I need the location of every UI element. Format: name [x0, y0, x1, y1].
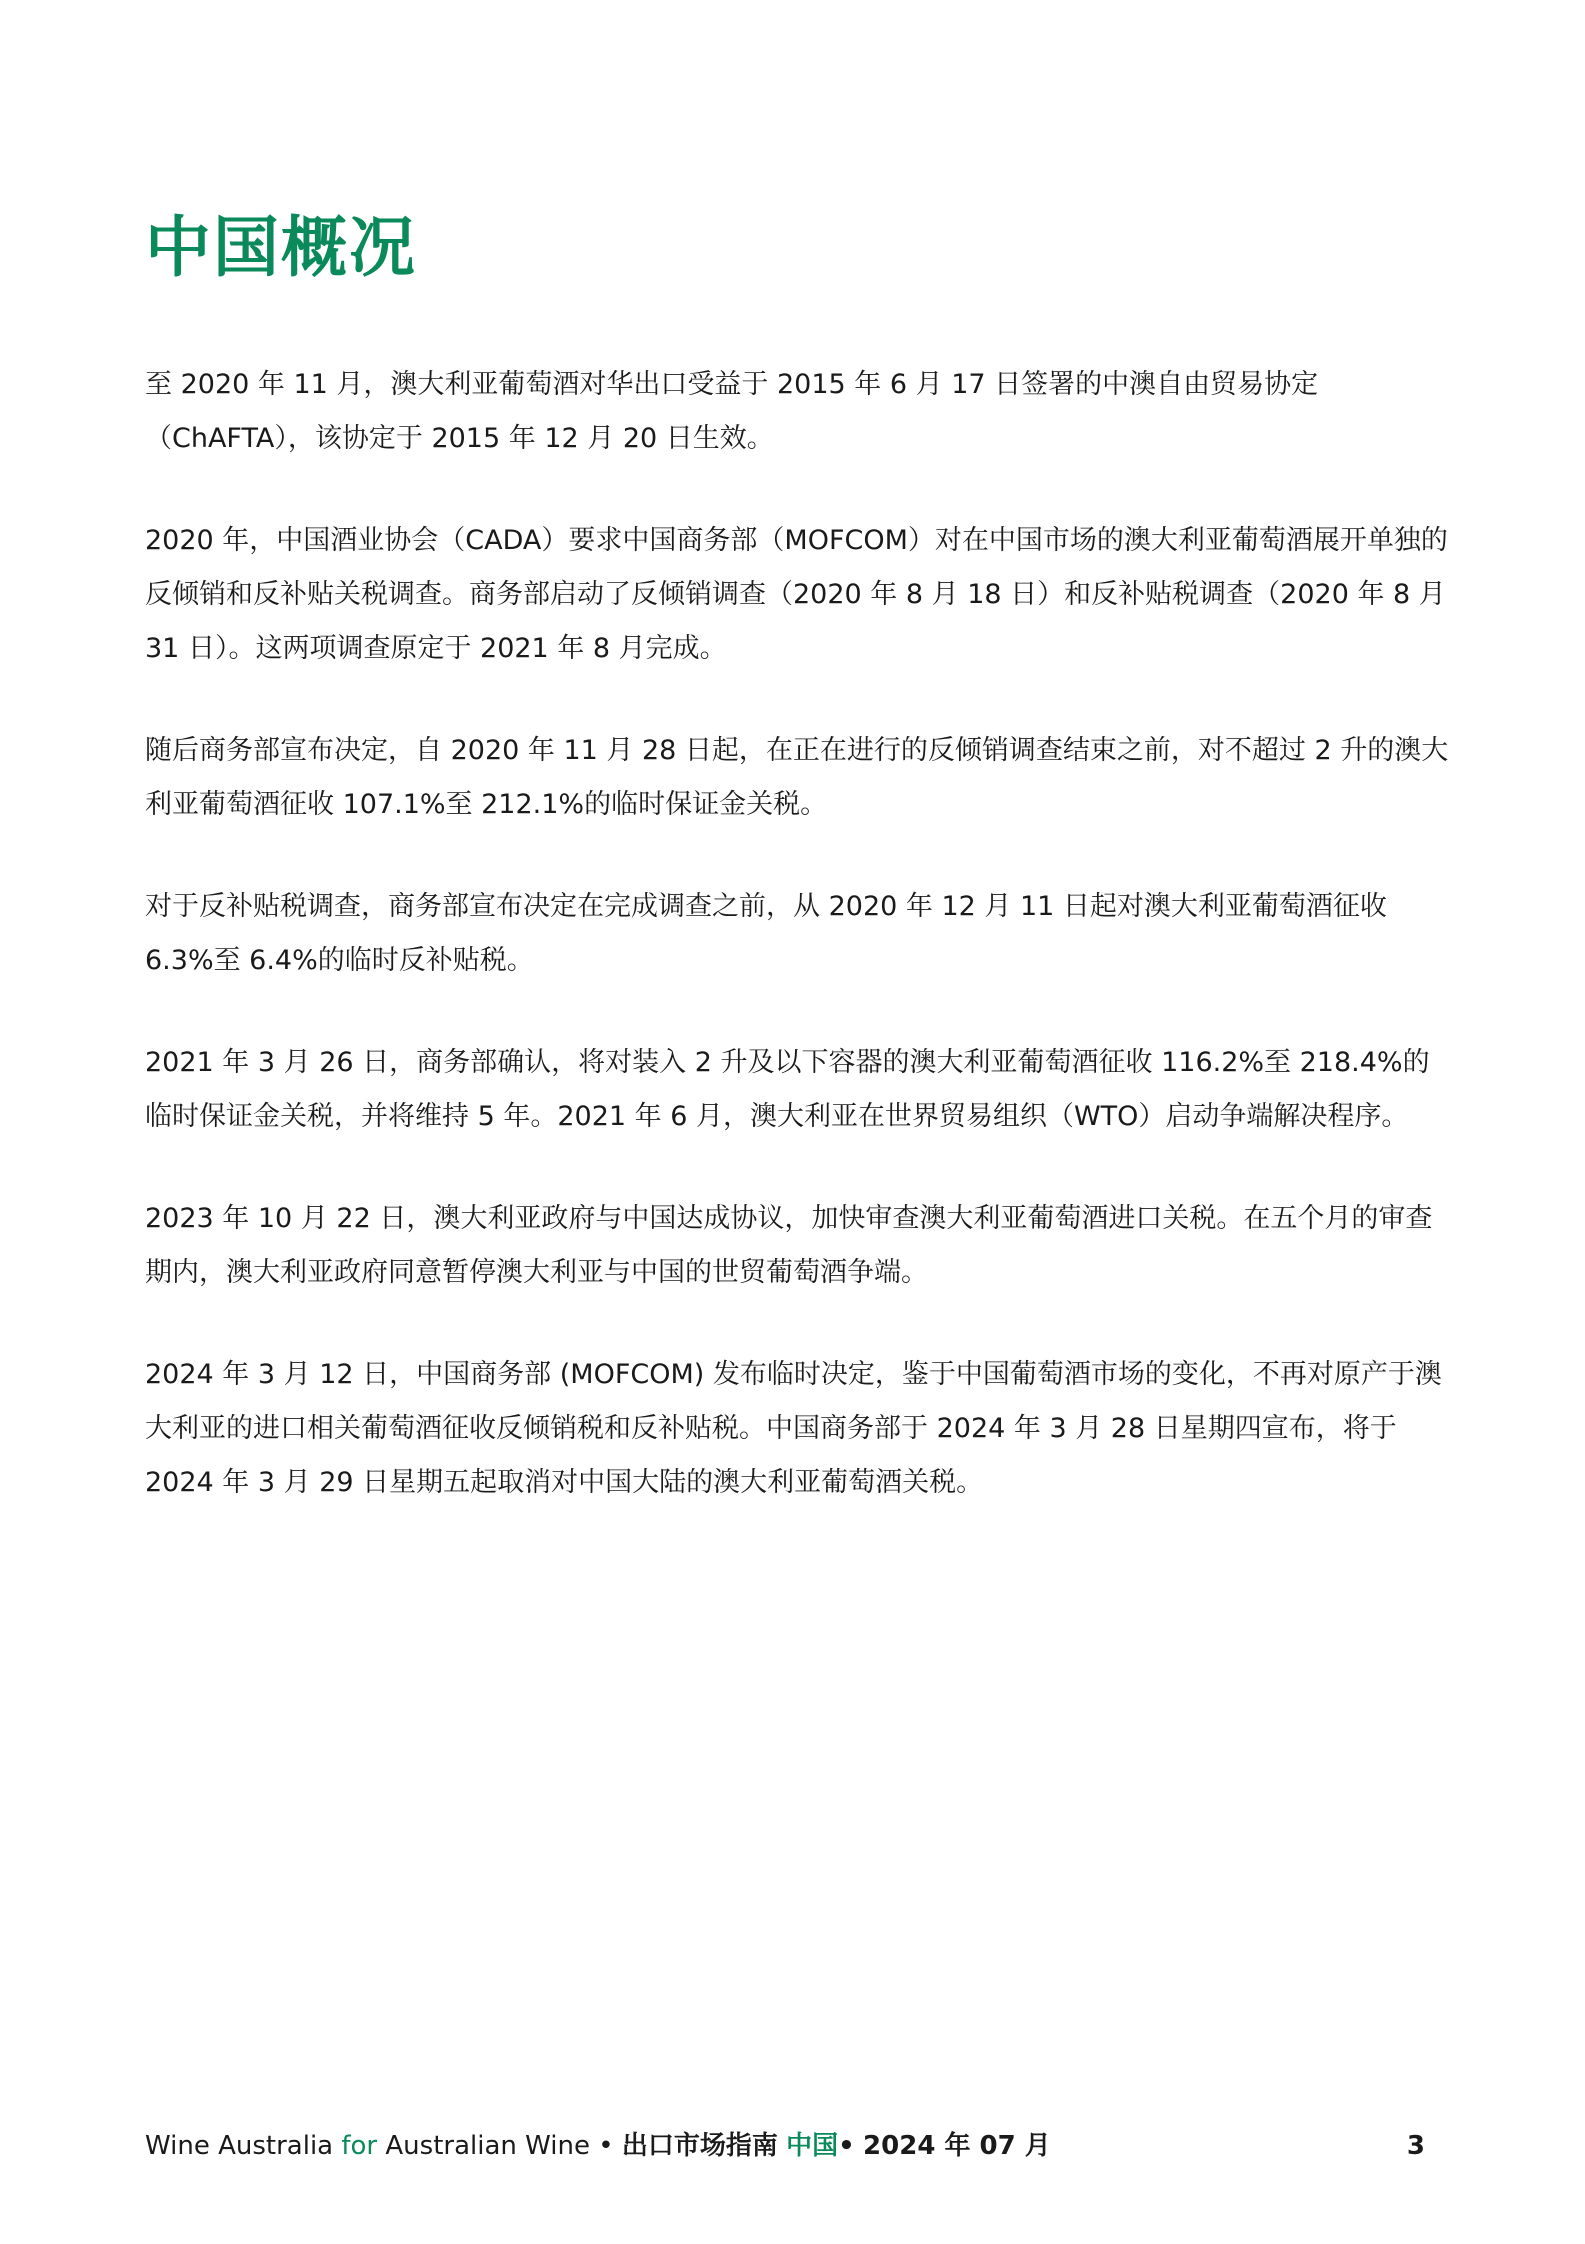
paragraph-wto: 2021 年 3 月 26 日，商务部确认，将对装入 2 升及以下容器的澳大利亚葡萄酒征收 116.2%至 218.4%的临时保证金关税，并将维持 5 年。2021 年 6 月，澳大利亚在世界贸易组织（WTO）启动争端解决程序。 [145, 1047, 1430, 1132]
page-title: 中国概况 [145, 209, 417, 286]
footer-brand: Wine Australia [145, 2131, 334, 2161]
body-text [145, 358, 1450, 1558]
paragraph-investigations: 2020 年，中国酒业协会（CADA）要求中国商务部（MOFCOM）对在中国市场的澳大利亚葡萄酒展开单独的反倾销和反补贴关税调查。商务部启动了反倾销调查（2020 年 8 月 18 日）和反补贴税调查（2020 年 8 月 31 日）。这两项调查原定于 2021 年 8 月完成。 [145, 525, 1448, 664]
paragraph-deposit-duty: 随后商务部宣布决定，自 2020 年 11 月 28 日起，在正在进行的反倾销调查结束之前，对不超过 2 升的澳大利亚葡萄酒征收 107.1%至 212.1%的临时保证金关税。 [145, 735, 1449, 820]
paragraph-chafta: 至 2020 年 11 月，澳大利亚葡萄酒对华出口受益于 2015 年 6 月 17 日签署的中澳自由贸易协定（ChAFTA），该协定于 2015 年 12 月 20 日生效。 [145, 369, 1319, 454]
page-number: 3 [1406, 2131, 1425, 2161]
footer-tagline: Australian Wine [385, 2131, 590, 2161]
paragraph-review-agreement: 2023 年 10 月 22 日，澳大利亚政府与中国达成协议，加快审查澳大利亚葡萄酒进口关税。在五个月的审查期内，澳大利亚政府同意暂停澳大利亚与中国的世贸葡萄酒争端。 [145, 1203, 1433, 1288]
footer-guide: 出口市场指南 [621, 2131, 778, 2161]
footer-date: 2024 年 07 月 [863, 2131, 1051, 2161]
footer-separator: • [598, 2131, 614, 2161]
page-footer [145, 2128, 1425, 2164]
footer-for: for [341, 2131, 378, 2161]
footer-country: 中国 [786, 2131, 839, 2161]
footer-separator-2: • [838, 2131, 855, 2161]
paragraph-tariff-removal: 2024 年 3 月 12 日，中国商务部 (MOFCOM) 发布临时决定，鉴于中国葡萄酒市场的变化，不再对原产于澳大利亚的进口相关葡萄酒征收反倾销税和反补贴税。中国商务部于 2024 年 3 月 28 日星期四宣布，将于 2024 年 3 月 29 日星期五起取消对中国大陆的澳大利亚葡萄酒关税。 [145, 1359, 1442, 1498]
paragraph-countervailing: 对于反补贴税调查，商务部宣布决定在完成调查之前，从 2020 年 12 月 11 日起对澳大利亚葡萄酒征收 6.3%至 6.4%的临时反补贴税。 [145, 891, 1387, 976]
